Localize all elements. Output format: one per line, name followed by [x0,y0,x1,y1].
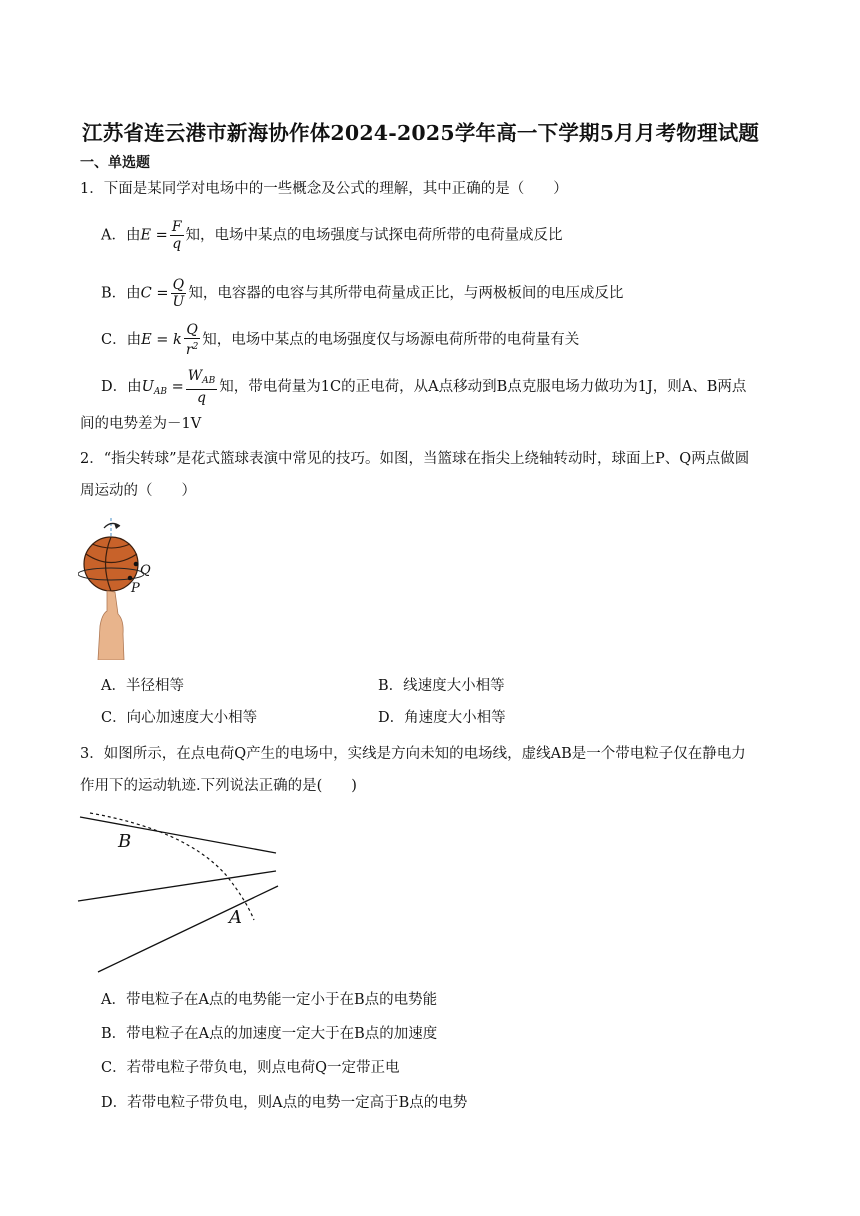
q1-b-formula-lhs: C = [140,285,169,302]
q3-option-d: D．若带电粒子带负电，则A点的电势一定高于B点的电势 [101,1095,468,1111]
q1-d-lhs-subscript: AB [153,387,167,397]
q3-option-c: C．若带电粒子带负电，则点电荷Q一定带正电 [101,1060,400,1076]
q1-d-equals: = [171,379,184,395]
q1-c-denominator [184,338,200,358]
q1-c-numerator: Q [186,322,198,338]
q1-b-fraction [171,277,187,310]
point-p [128,576,133,581]
q1-a-formula-lhs: E = [140,227,168,244]
q1-b-text: 知，电容器的电容与其所带电荷量成正比，与两极板间的电压成反比 [188,285,624,302]
q1-d-text: 知，带电荷量为1C的正电荷，从A点移动到B点克服电场力做功为1J，则A、B两点 [219,379,747,395]
ball [84,537,138,591]
point-q [134,562,139,567]
field-line-figure [76,810,282,978]
q1-b-denominator: U [172,294,185,310]
q1-b-prefix: B．由 [101,285,141,302]
q1-a-prefix: A．由 [101,227,141,244]
section-heading: 一、单选题 [80,155,150,171]
label-p: P [131,581,140,596]
q2-stem-line2: 周运动的（ ） [80,483,196,499]
finger [98,591,124,660]
field-line-top [80,817,276,853]
q1-c-fraction [184,322,200,358]
q1-a-fraction [170,219,184,252]
q1-d-prefix: D．由 [101,379,142,395]
q1-option-b [101,277,623,310]
trajectory-ab [90,813,254,920]
q1-c-formula-lhs: E = k [141,332,182,348]
label-b: B [118,831,132,852]
q1-d-numerator [186,368,218,389]
label-q: Q [140,563,151,578]
field-line-middle [78,871,276,901]
q1-d-lhs-var: U [141,379,154,395]
q3-option-b: B．带电粒子在A点的加速度一定大于在B点的加速度 [101,1026,438,1042]
q1-option-d [101,368,746,406]
q1-d-num-subscript: AB [202,376,216,386]
q1-a-text: 知，电场中某点的电场强度与试探电荷所带的电荷量成反比 [185,227,563,244]
q3-option-a: A．带电粒子在A点的电势能一定小于在B点的电势能 [101,992,438,1008]
q1-option-a [101,219,563,252]
q1-d-denominator: q [186,389,218,406]
q1-a-denominator: q [170,235,184,252]
q1-c-prefix: C．由 [101,332,142,348]
q1-option-c [101,322,579,358]
q1-option-d-line2: 间的电势差为－1V [80,416,202,432]
q3-stem-line1: 3．如图所示，在点电荷Q产生的电场中，实线是方向未知的电场线，虚线AB是一个带电粒子仅在静电力 [80,746,746,762]
q2-option-b: B．线速度大小相等 [378,678,505,694]
q3-stem-line2: 作用下的运动轨迹.下列说法正确的是( ) [80,778,357,794]
q1-c-den-exponent: 2 [192,342,199,352]
q1-b-numerator: Q [172,277,185,293]
q2-option-a: A．半径相等 [101,678,184,694]
q2-option-c: C．向心加速度大小相等 [101,710,258,726]
q1-c-den-var: r [185,342,193,358]
q1-d-num-var: W [187,368,203,384]
page-title: 江苏省连云港市新海协作体2024-2025学年高一下学期5月月考物理试题 [82,121,760,145]
q1-d-fraction [186,368,218,406]
q1-a-numerator: F [171,219,182,235]
q2-option-d: D．角速度大小相等 [378,710,506,726]
label-a: A [229,907,242,928]
q1-c-text: 知，电场中某点的电场强度仅与场源电荷所带的电荷量有关 [202,332,580,348]
q1-stem: 1．下面是某同学对电场中的一些概念及公式的理解，其中正确的是（ ） [80,181,568,197]
q2-stem-line1: 2．“指尖转球”是花式篮球表演中常见的技巧。如图，当篮球在指尖上绕轴转动时，球面上P、Q两点做圆 [80,451,750,467]
basketball-figure [78,516,160,660]
field-line-bottom [98,886,278,972]
